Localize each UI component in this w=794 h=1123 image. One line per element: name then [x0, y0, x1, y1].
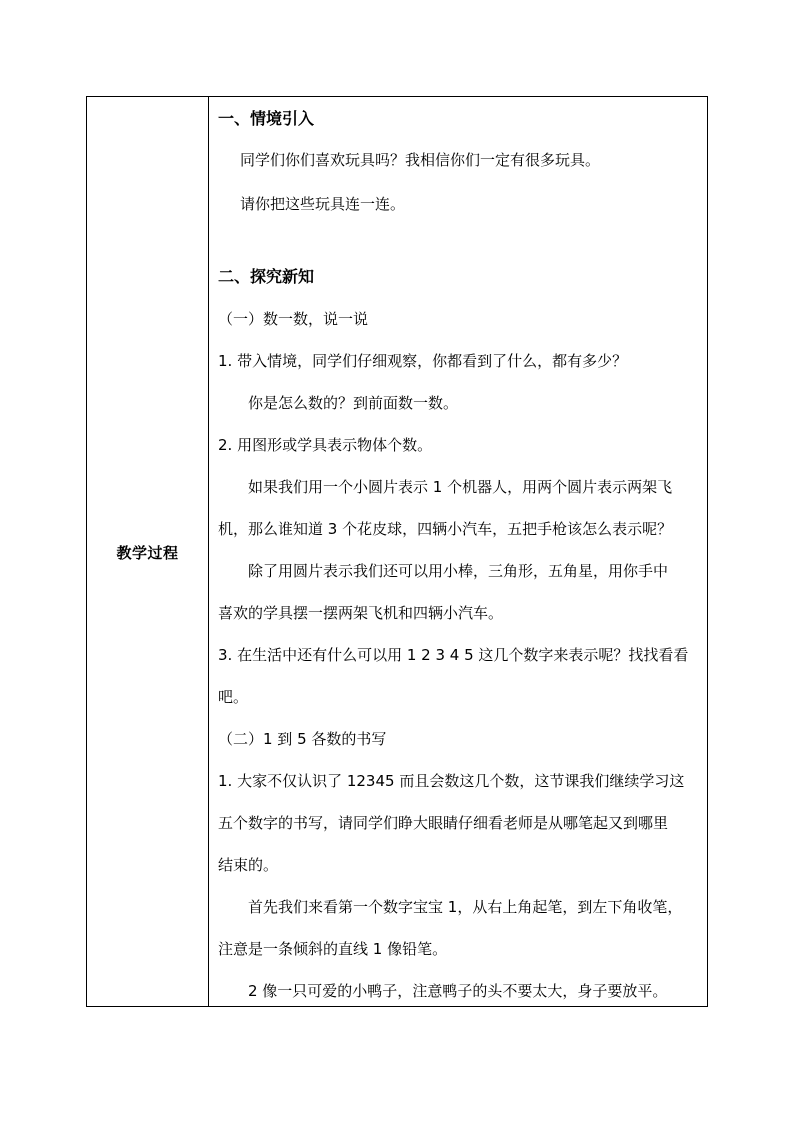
- lesson-table: [86, 96, 708, 1007]
- list-item: 3. 在生活中还有什么可以用 1 2 3 4 5 这几个数字来表示呢？找找看看: [218, 646, 689, 664]
- subsection-heading: （一）数一数，说一说: [218, 310, 369, 328]
- paragraph: 2 像一只可爱的小鸭子，注意鸭子的头不要太大，身子要放平。: [248, 982, 668, 1000]
- paragraph: 如果我们用一个小圆片表示 1 个机器人，用两个圆片表示两架飞: [248, 478, 673, 496]
- paragraph: 同学们你们喜欢玩具吗？我相信你们一定有很多玩具。: [240, 151, 601, 169]
- paragraph: 首先我们来看第一个数字宝宝 1，从右上角起笔，到左下角收笔，: [248, 898, 683, 916]
- content-cell: [209, 97, 708, 1007]
- paragraph: 机，那么谁知道 3 个花皮球，四辆小汽车，五把手枪该怎么表示呢？: [218, 520, 673, 538]
- paragraph: 请你把这些玩具连一连。: [240, 195, 406, 213]
- paragraph: 喜欢的学具摆一摆两架飞机和四辆小汽车。: [218, 604, 504, 622]
- section-heading-intro: 一、情境引入: [218, 109, 315, 128]
- paragraph: 五个数字的书写，请同学们睁大眼睛仔细看老师是从哪笔起又到哪里: [218, 814, 669, 832]
- section-heading-explore: 二、探究新知: [218, 267, 315, 286]
- paragraph: 你是怎么数的？到前面数一数。: [248, 394, 459, 412]
- paragraph: 吧。: [218, 688, 249, 706]
- row-label: 教学过程: [116, 544, 179, 562]
- label-cell: [87, 97, 209, 1007]
- paragraph: 结束的。: [218, 856, 279, 874]
- list-item: 2. 用图形或学具表示物体个数。: [218, 436, 433, 454]
- lesson-content: [218, 97, 699, 1006]
- table-row: [87, 97, 708, 1007]
- paragraph: 注意是一条倾斜的直线 1 像铅笔。: [218, 940, 448, 958]
- subsection-heading: （二）1 到 5 各数的书写: [218, 730, 387, 748]
- list-item: 1. 带入情境，同学们仔细观察，你都看到了什么，都有多少？: [218, 352, 628, 370]
- paragraph: 除了用圆片表示我们还可以用小棒，三角形，五角星，用你手中: [248, 562, 669, 580]
- list-item: 1. 大家不仅认识了 12345 而且会数这几个数，这节课我们继续学习这: [218, 772, 685, 790]
